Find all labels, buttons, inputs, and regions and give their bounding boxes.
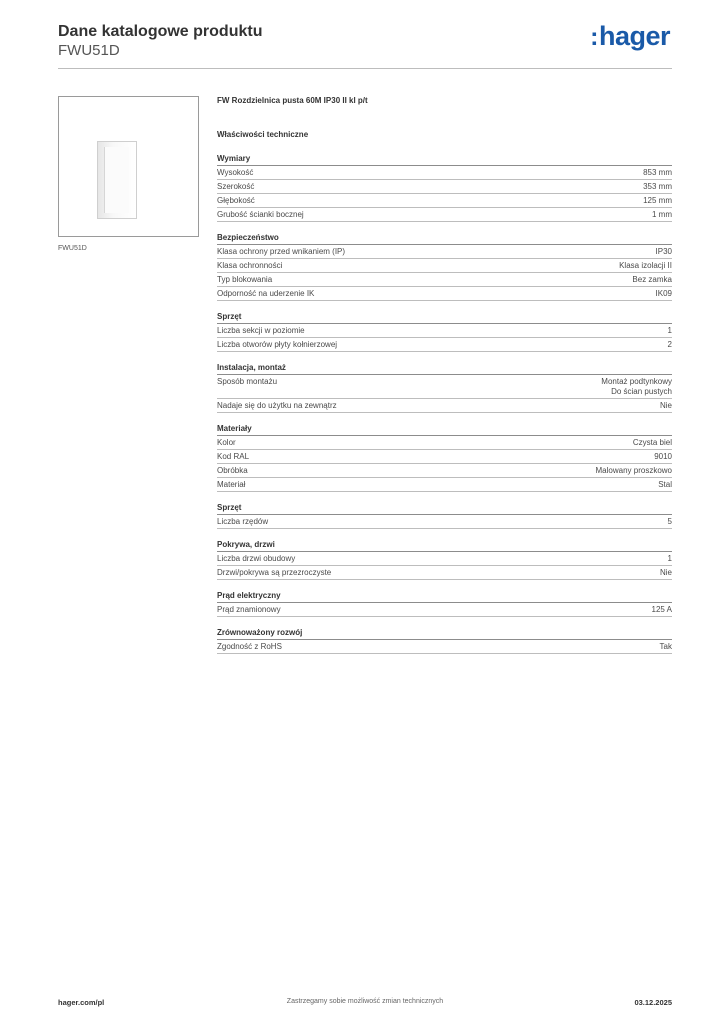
spec-label: Szerokość xyxy=(217,182,255,191)
image-caption: FWU51D xyxy=(58,245,87,252)
spec-value-line: IP30 xyxy=(655,247,672,256)
spec-value-line: 5 xyxy=(667,517,672,526)
spec-value xyxy=(643,196,672,206)
footer-website-link[interactable]: hager.com/pl xyxy=(58,998,105,1007)
spec-label: Liczba drzwi obudowy xyxy=(217,554,296,563)
spec-row xyxy=(217,194,672,208)
section-title: Bezpieczeństwo xyxy=(217,232,672,245)
hager-logo xyxy=(590,20,670,53)
spec-label: Liczba rzędów xyxy=(217,517,269,526)
spec-row xyxy=(217,208,672,222)
footer-disclaimer: Zastrzegamy sobie możliwość zmian technicznych xyxy=(286,998,444,1005)
spec-row xyxy=(217,375,672,399)
cabinet-picture xyxy=(97,141,137,219)
spec-section xyxy=(217,423,672,492)
spec-section xyxy=(217,590,672,617)
section-title: Sprzęt xyxy=(217,502,672,515)
spec-value-line: Klasa izolacji II xyxy=(619,261,672,270)
spec-section xyxy=(217,153,672,222)
page-footer xyxy=(58,998,672,1010)
spec-row xyxy=(217,287,672,301)
spec-value-line: 1 xyxy=(667,554,672,563)
spec-section xyxy=(217,539,672,580)
spec-value-line: 9010 xyxy=(654,452,672,461)
spec-section xyxy=(217,362,672,413)
spec-section xyxy=(217,502,672,529)
spec-value-line: 1 xyxy=(667,326,672,335)
section-title: Wymiary xyxy=(217,153,672,166)
spec-value xyxy=(668,340,672,350)
spec-row xyxy=(217,245,672,259)
spec-value xyxy=(660,401,672,411)
spec-value-line: Nie xyxy=(659,568,672,577)
spec-row xyxy=(217,478,672,492)
spec-value xyxy=(652,210,672,220)
spec-label: Kolor xyxy=(217,438,236,447)
product-image xyxy=(58,96,199,237)
spec-label: Materiał xyxy=(217,480,246,489)
header-divider xyxy=(58,68,672,69)
spec-section xyxy=(217,311,672,352)
spec-section xyxy=(217,627,672,654)
spec-row xyxy=(217,436,672,450)
spec-value xyxy=(658,480,672,490)
spec-label: Nadaje się do użytku na zewnątrz xyxy=(217,401,337,410)
spec-row xyxy=(217,450,672,464)
spec-value-line: Bez zamka xyxy=(632,275,672,284)
spec-row xyxy=(217,515,672,529)
spec-value xyxy=(656,247,672,257)
spec-value-line: 853 mm xyxy=(643,168,672,177)
spec-label: Odporność na uderzenie IK xyxy=(217,289,315,298)
spec-value xyxy=(643,168,672,178)
spec-row xyxy=(217,464,672,478)
spec-row xyxy=(217,259,672,273)
spec-row xyxy=(217,399,672,413)
spec-value xyxy=(643,182,672,192)
tech-props-title: Właściwości techniczne xyxy=(217,130,309,139)
spec-value xyxy=(601,377,672,397)
document-title: Dane katalogowe produktu xyxy=(58,23,263,40)
spec-section xyxy=(217,232,672,301)
spec-value-line: Czysta biel xyxy=(632,438,672,447)
spec-value-line: 353 mm xyxy=(643,182,672,191)
product-code: FWU51D xyxy=(58,42,120,59)
spec-label: Typ blokowania xyxy=(217,275,273,284)
spec-value xyxy=(660,642,672,652)
spec-value-line: IK09 xyxy=(655,289,672,298)
spec-value-line: Montaż podtynkowy xyxy=(601,377,672,386)
spec-label: Prąd znamionowy xyxy=(217,605,281,614)
spec-row xyxy=(217,180,672,194)
spec-label: Zgodność z RoHS xyxy=(217,642,282,651)
spec-value-line: 1 mm xyxy=(652,210,672,219)
spec-value xyxy=(660,568,672,578)
spec-value xyxy=(654,452,672,462)
spec-row xyxy=(217,552,672,566)
spec-label: Głębokość xyxy=(217,196,255,205)
section-title: Zrównoważony rozwój xyxy=(217,627,672,640)
spec-value xyxy=(668,517,672,527)
spec-sections xyxy=(217,153,672,654)
spec-row xyxy=(217,324,672,338)
spec-value-line: Stal xyxy=(658,480,672,489)
section-title: Materiały xyxy=(217,423,672,436)
logo-mark: : xyxy=(590,23,598,51)
spec-value xyxy=(656,289,672,299)
spec-value xyxy=(596,466,672,476)
spec-label: Sposób montażu xyxy=(217,377,278,386)
product-name: FW Rozdzielnica pusta 60M IP30 II kl p/t xyxy=(217,96,368,105)
spec-value xyxy=(633,438,672,448)
spec-label: Liczba otworów płyty kołnierzowej xyxy=(217,340,338,349)
spec-value-line: Tak xyxy=(659,642,672,651)
spec-value-line: Nie xyxy=(659,401,672,410)
spec-label: Obróbka xyxy=(217,466,248,475)
spec-value-line: 125 A xyxy=(651,605,672,614)
spec-label: Klasa ochrony przed wnikaniem (IP) xyxy=(217,247,346,256)
cabinet-interior xyxy=(104,147,129,213)
spec-label: Klasa ochronności xyxy=(217,261,283,270)
spec-row xyxy=(217,166,672,180)
spec-row xyxy=(217,273,672,287)
spec-value-line: Malowany proszkowo xyxy=(595,466,672,475)
spec-value xyxy=(632,275,672,285)
spec-value xyxy=(668,326,672,336)
footer-date: 03.12.2025 xyxy=(634,998,672,1007)
spec-content xyxy=(217,95,672,654)
spec-label: Drzwi/pokrywa są przezroczyste xyxy=(217,568,332,577)
section-title: Pokrywa, drzwi xyxy=(217,539,672,552)
spec-row xyxy=(217,640,672,654)
section-title: Instalacja, montaż xyxy=(217,362,672,375)
spec-value xyxy=(668,554,672,564)
spec-value-line: 125 mm xyxy=(643,196,672,205)
spec-row xyxy=(217,566,672,580)
spec-value-line: 2 xyxy=(667,340,672,349)
spec-label: Kod RAL xyxy=(217,452,250,461)
spec-row xyxy=(217,603,672,617)
spec-label: Liczba sekcji w poziomie xyxy=(217,326,305,335)
section-title: Sprzęt xyxy=(217,311,672,324)
spec-label: Grubość ścianki bocznej xyxy=(217,210,304,219)
spec-value xyxy=(652,605,672,615)
spec-row xyxy=(217,338,672,352)
logo-text: hager xyxy=(598,21,670,51)
spec-value-line: Do ścian pustych xyxy=(611,387,672,396)
page-header xyxy=(58,22,670,60)
spec-label: Wysokość xyxy=(217,168,254,177)
spec-value xyxy=(619,261,672,271)
section-title: Prąd elektryczny xyxy=(217,590,672,603)
